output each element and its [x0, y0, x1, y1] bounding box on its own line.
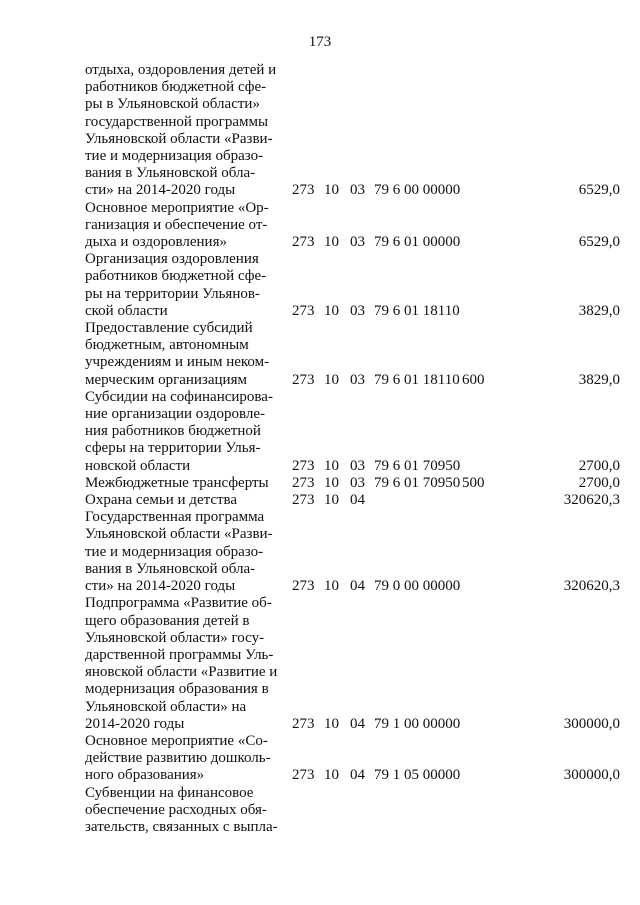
table-row — [85, 251, 620, 320]
row-name-line: ры на территории Ульянов- — [85, 285, 260, 302]
row-name-line: сферы на территории Улья- — [85, 440, 261, 457]
row-name-line: учреждениям и иным неком- — [85, 354, 270, 371]
grbs-code: 273 — [292, 492, 315, 509]
page-number: 173 — [308, 34, 332, 50]
row-name — [85, 595, 284, 733]
subsection-code: 03 — [350, 234, 365, 251]
row-name-line: Организация оздоровления — [85, 251, 259, 268]
table-row — [85, 62, 620, 200]
subsection-code: 04 — [350, 767, 365, 784]
subsection-code: 04 — [350, 715, 365, 732]
amount: 300000,0 — [563, 715, 620, 732]
row-name-line: Межбюджетные трансферты — [85, 474, 269, 491]
grbs-code: 273 — [292, 715, 315, 732]
table-row — [85, 200, 620, 252]
target-article-code: 79 6 01 70950 — [374, 457, 461, 474]
row-name-line: Основное мероприятие «Со- — [85, 732, 268, 749]
row-name — [85, 200, 284, 252]
section-code: 10 — [324, 302, 339, 319]
row-name-line: Предоставление субсидий — [85, 320, 253, 337]
amount: 320620,3 — [563, 492, 620, 509]
subsection-code: 03 — [350, 474, 365, 491]
subsection-code: 03 — [350, 182, 365, 199]
table-row — [85, 492, 620, 509]
amount: 6529,0 — [578, 182, 620, 199]
row-name-line: ганизация и обеспечение от- — [85, 216, 268, 233]
table-row — [85, 320, 620, 389]
section-code: 10 — [324, 182, 339, 199]
amount: 3829,0 — [578, 371, 620, 388]
subsection-code: 03 — [350, 457, 365, 474]
row-name-line: сти» на 2014-2020 годы — [85, 182, 236, 199]
row-name — [85, 492, 284, 509]
expense-type-code: 600 — [462, 371, 485, 388]
table-row — [85, 595, 620, 733]
amount: 2700,0 — [578, 474, 620, 491]
row-name-line: работников бюджетной сфе- — [85, 79, 267, 96]
row-name-line: Государственная программа — [85, 509, 265, 526]
row-name-line: бюджетным, автономным — [85, 337, 249, 354]
target-article-code: 79 6 01 00000 — [374, 234, 461, 251]
row-name-line: Ульяновской области «Разви- — [85, 526, 273, 543]
row-name — [85, 785, 284, 837]
target-article-code: 79 1 00 00000 — [374, 715, 461, 732]
grbs-code: 273 — [292, 474, 315, 491]
section-code: 10 — [324, 457, 339, 474]
target-article-code: 79 6 01 18110 — [374, 302, 460, 319]
row-name — [85, 733, 284, 785]
subsection-code: 03 — [350, 371, 365, 388]
subsection-code: 03 — [350, 302, 365, 319]
grbs-code: 273 — [292, 234, 315, 251]
row-name-line: Подпрограмма «Развитие об- — [85, 595, 272, 612]
row-name-line: тие и модернизация образо- — [85, 543, 264, 560]
row-name-line: яновской области «Развитие и — [85, 664, 278, 681]
target-article-code: 79 6 01 70950 — [374, 474, 461, 491]
target-article-code: 79 0 00 00000 — [374, 578, 461, 595]
grbs-code: 273 — [292, 302, 315, 319]
row-name — [85, 62, 284, 200]
table-row — [85, 509, 620, 595]
row-name-line: действие развитию дошколь- — [85, 750, 271, 767]
row-name-line: 2014-2020 годы — [85, 715, 185, 732]
row-name — [85, 389, 284, 475]
row-name-line: ного образования» — [85, 767, 205, 784]
row-name-line: Ульяновской области» на — [85, 698, 247, 715]
amount: 2700,0 — [578, 457, 620, 474]
subsection-code: 04 — [350, 578, 365, 595]
row-name-line: новской области — [85, 457, 191, 474]
row-name-line: обеспечение расходных обя- — [85, 801, 267, 818]
target-article-code: 79 6 01 18110 — [374, 371, 460, 388]
subsection-code: 04 — [350, 492, 365, 509]
row-name-line: зательств, связанных с выпла- — [85, 818, 278, 835]
table-row — [85, 475, 620, 492]
row-name — [85, 509, 284, 595]
budget-table — [85, 62, 620, 836]
grbs-code: 273 — [292, 578, 315, 595]
section-code: 10 — [324, 715, 339, 732]
row-name-line: сти» на 2014-2020 годы — [85, 578, 236, 595]
row-name-line: Ульяновской области» госу- — [85, 629, 265, 646]
amount: 320620,3 — [563, 578, 620, 595]
table-row — [85, 785, 620, 837]
row-name-line: ние организации оздоровле- — [85, 406, 266, 423]
target-article-code: 79 6 00 00000 — [374, 182, 461, 199]
row-name — [85, 320, 284, 389]
row-name — [85, 475, 284, 492]
row-name-line: Ульяновской области «Разви- — [85, 130, 273, 147]
row-name-line: дыха и оздоровления» — [85, 234, 227, 251]
section-code: 10 — [324, 371, 339, 388]
row-name-line: щего образования детей в — [85, 612, 250, 629]
row-name-line: ния работников бюджетной — [85, 423, 261, 440]
section-code: 10 — [324, 234, 339, 251]
row-name-line: Основное мероприятие «Ор- — [85, 199, 269, 216]
row-name-line: модернизация образования в — [85, 681, 269, 698]
row-name-line: отдыха, оздоровления детей и — [85, 62, 277, 78]
grbs-code: 273 — [292, 371, 315, 388]
row-name-line: вания в Ульяновской обла- — [85, 560, 256, 577]
row-name — [85, 251, 284, 320]
table-row — [85, 389, 620, 475]
expense-type-code: 500 — [462, 474, 485, 491]
row-name-line: вания в Ульяновской обла- — [85, 165, 256, 182]
row-name-line: государственной программы — [85, 113, 269, 130]
row-name-line: ской области — [85, 302, 168, 319]
grbs-code: 273 — [292, 767, 315, 784]
table-row — [85, 733, 620, 785]
grbs-code: 273 — [292, 182, 315, 199]
amount: 300000,0 — [563, 767, 620, 784]
row-name-line: тие и модернизация образо- — [85, 148, 264, 165]
section-code: 10 — [324, 492, 339, 509]
row-name-line: Субвенции на финансовое — [85, 784, 254, 801]
row-name-line: ры в Ульяновской области» — [85, 96, 260, 113]
section-code: 10 — [324, 474, 339, 491]
amount: 3829,0 — [578, 302, 620, 319]
section-code: 10 — [324, 578, 339, 595]
row-name-line: работников бюджетной сфе- — [85, 268, 267, 285]
row-name-line: Охрана семьи и детства — [85, 492, 238, 509]
row-name-line: дарственной программы Уль- — [85, 646, 274, 663]
section-code: 10 — [324, 767, 339, 784]
target-article-code: 79 1 05 00000 — [374, 767, 461, 784]
amount: 6529,0 — [578, 234, 620, 251]
grbs-code: 273 — [292, 457, 315, 474]
row-name-line: Субсидии на софинансирова- — [85, 388, 273, 405]
row-name-line: мерческим организациям — [85, 371, 247, 388]
